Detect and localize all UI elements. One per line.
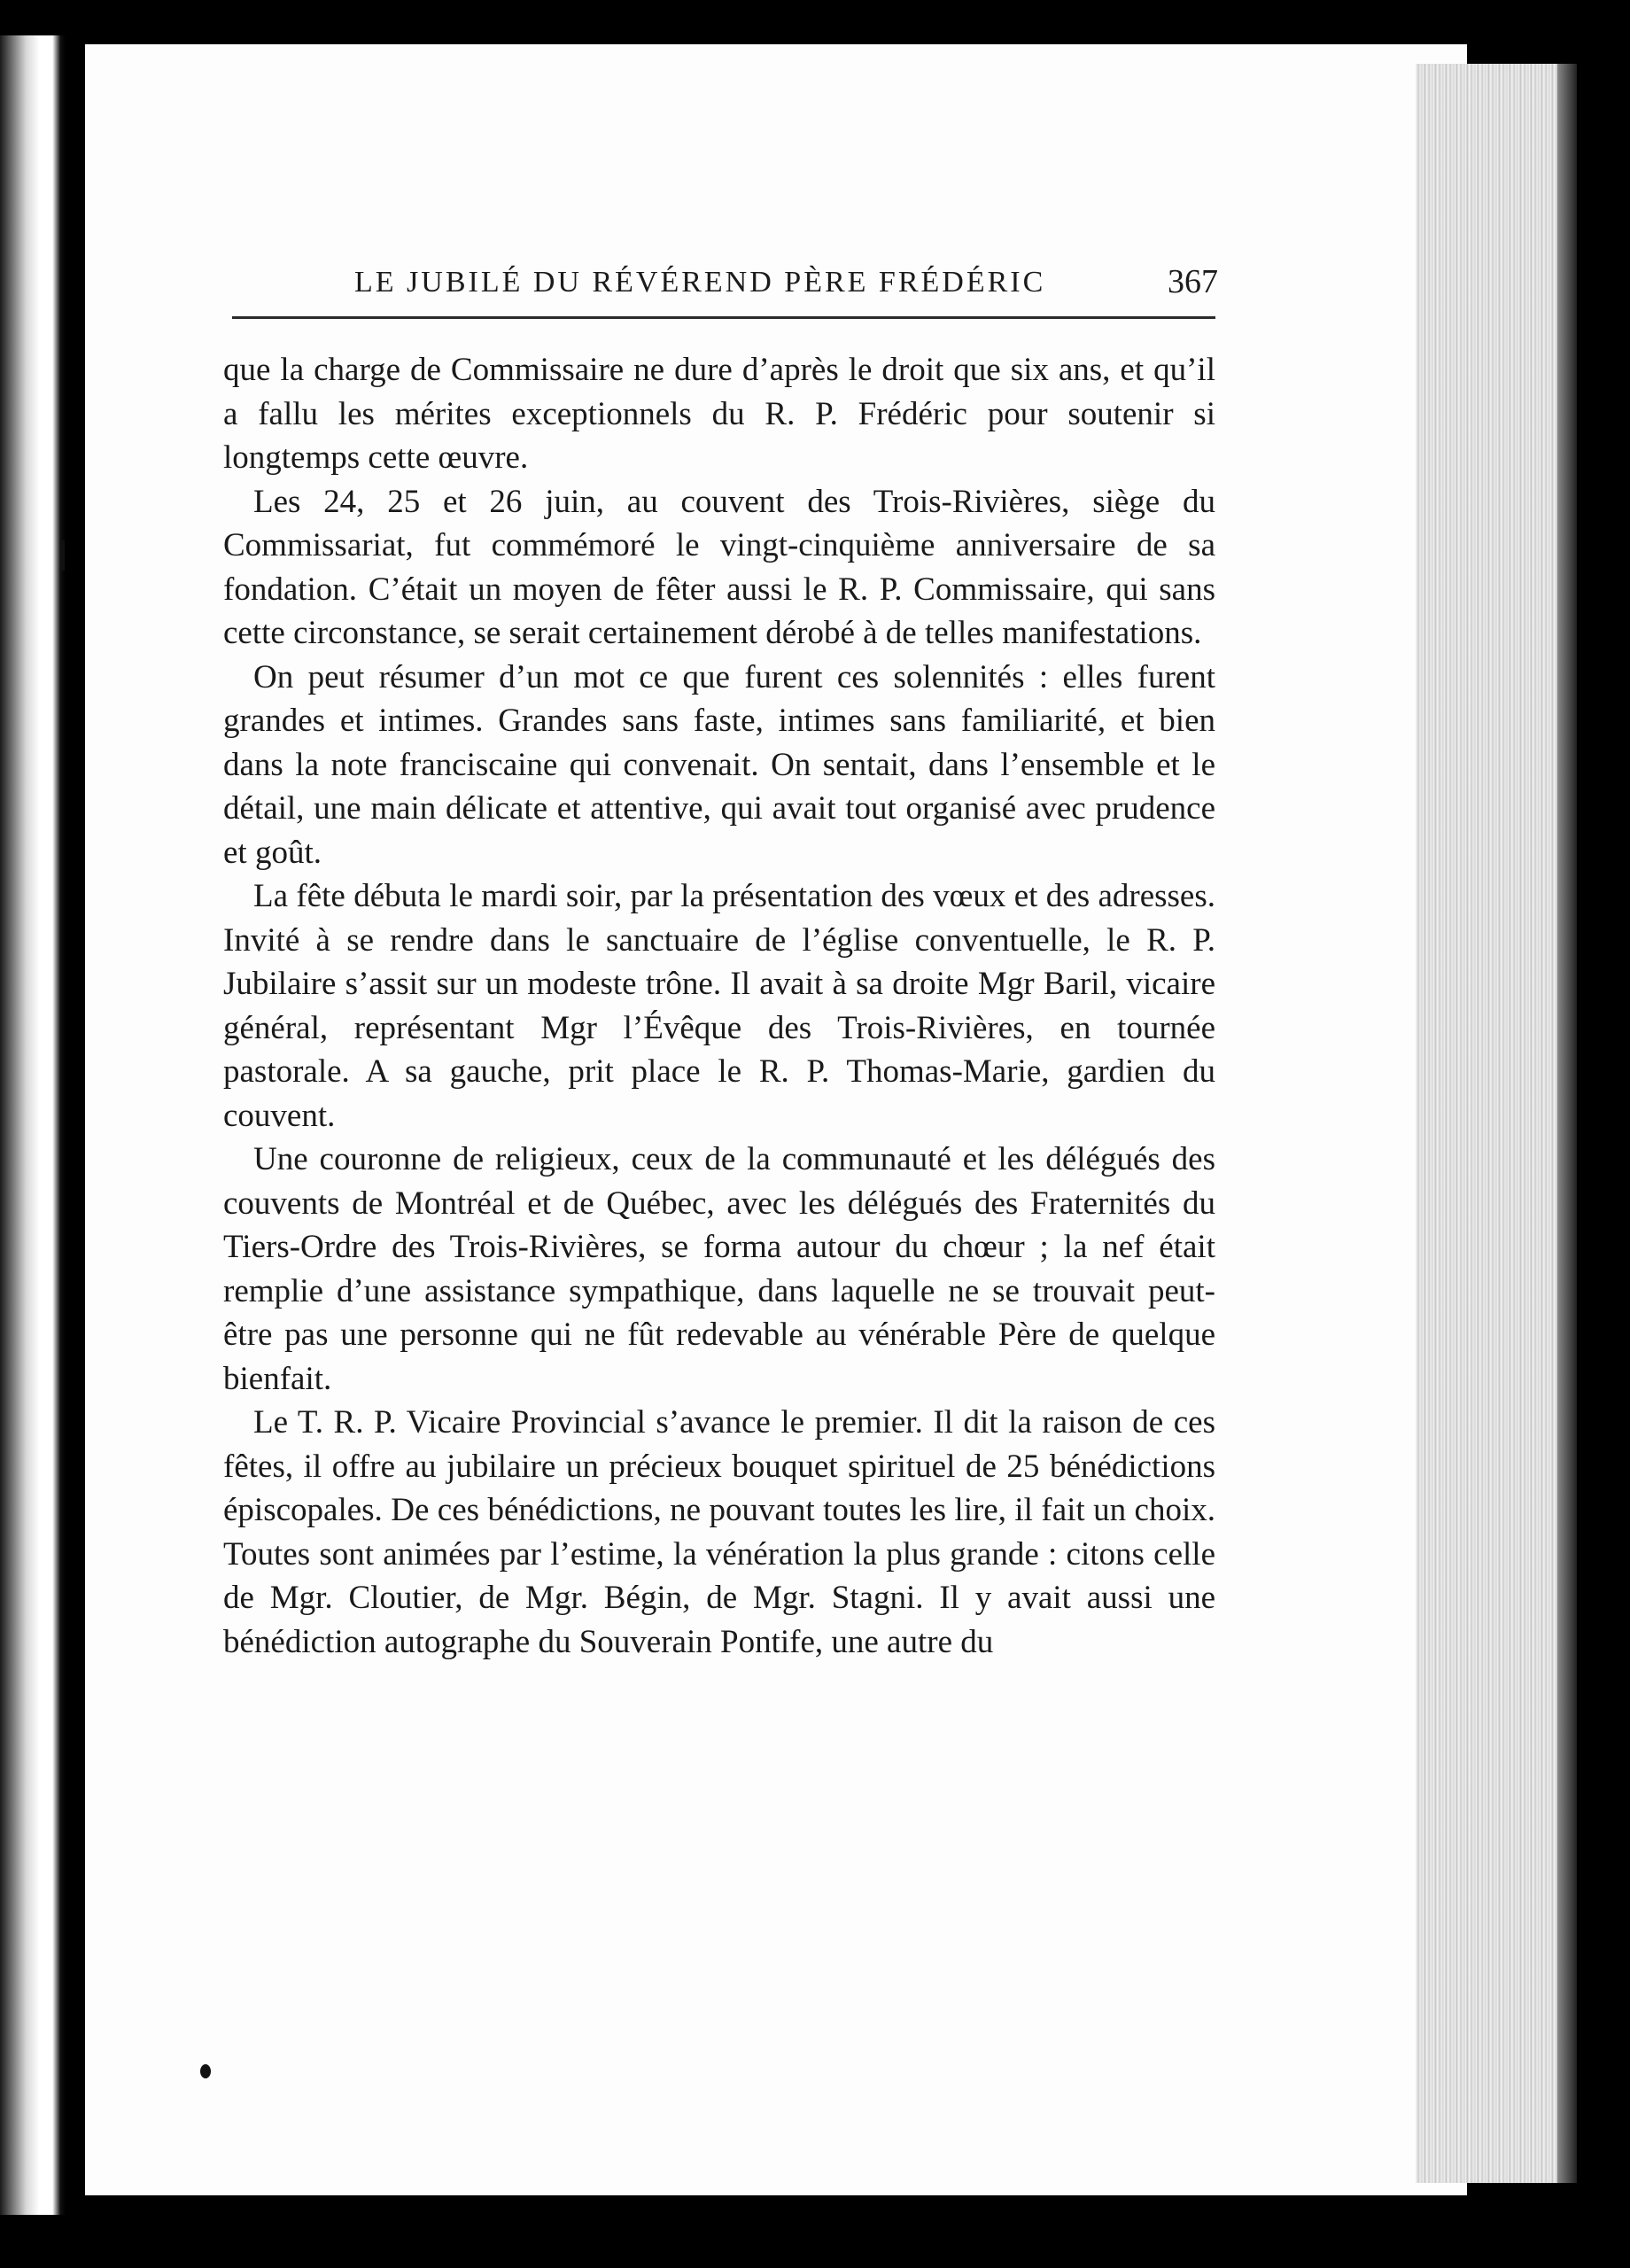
running-head	[354, 263, 1240, 319]
ink-spot	[200, 2064, 211, 2078]
running-head-title: LE JUBILÉ DU RÉVÉREND PÈRE FRÉDÉRIC	[354, 266, 1046, 299]
paragraph-continuation: que la charge de Commissaire ne dure d’après le droit que six ans, et qu’il a fallu les mérites exceptionnels du R. P. Frédéric pour soutenir si longtemps cette œuvre.	[223, 352, 1215, 476]
page-number: 367	[1168, 263, 1218, 300]
paragraph: On peut résumer d’un mot ce que furent ces solennités : elles furent grandes et intimes. Grandes sans faste, intimes sans familiarité, et bien dans la note franciscaine qui convenait. On sentait, dans l’ensemble et le détail, une main délicate et attentive, qui avait tout organisé avec prudence et goût.	[223, 658, 1215, 871]
margin-mark	[61, 540, 65, 571]
body-text	[223, 348, 1215, 1664]
paragraph: Une couronne de religieux, ceux de la communauté et les délégués des couvents de Montréal et de Québec, avec les délégués des Fraternités du Tiers-Ordre des Trois-Rivières, se forma autour du chœur ; la nef était remplie d’une assistance sympathique, dans laquelle ne se trouvait peut-être pas une personne qui ne fût redevable au vénérable Père de quelque bienfait.	[223, 1141, 1215, 1397]
paragraph: La fête débuta le mardi soir, par la présentation des vœux et des adresses. Invité à se rendre dans le sanctuaire de l’église conventuelle, le R. P. Jubilaire s’assit sur un modeste trône. Il avait à sa droite Mgr Baril, vicaire général, représentant Mgr l’Évêque des Trois-Rivières, en tournée pastorale. A sa gauche, prit place le R. P. Thomas-Marie, gardien du couvent.	[223, 878, 1215, 1134]
paragraph: Le T. R. P. Vicaire Provincial s’avance le premier. Il dit la raison de ces fêtes, il offre au jubilaire un précieux bouquet spirituel de 25 bénédictions épiscopales. De ces bénédictions, ne pouvant toutes les lire, il fait un choix. Toutes sont animées par l’estime, la vénération la plus grande : citons celle de Mgr. Cloutier, de Mgr. Bégin, de Mgr. Stagni. Il y avait aussi une bénédiction autographe du Souverain Pontife, une autre du	[223, 1404, 1215, 1660]
page-stack-edges	[1416, 64, 1577, 2183]
facing-page-edge	[0, 35, 66, 2215]
paragraph: Les 24, 25 et 26 juin, au couvent des Trois-Rivières, siège du Commissariat, fut commémoré le vingt-cinquième anniversaire de sa fondation. C’était un moyen de fêter aussi le R. P. Commissaire, qui sans cette circonstance, se serait certainement dérobé à de telles manifestations.	[223, 483, 1215, 651]
header-rule	[232, 316, 1215, 319]
